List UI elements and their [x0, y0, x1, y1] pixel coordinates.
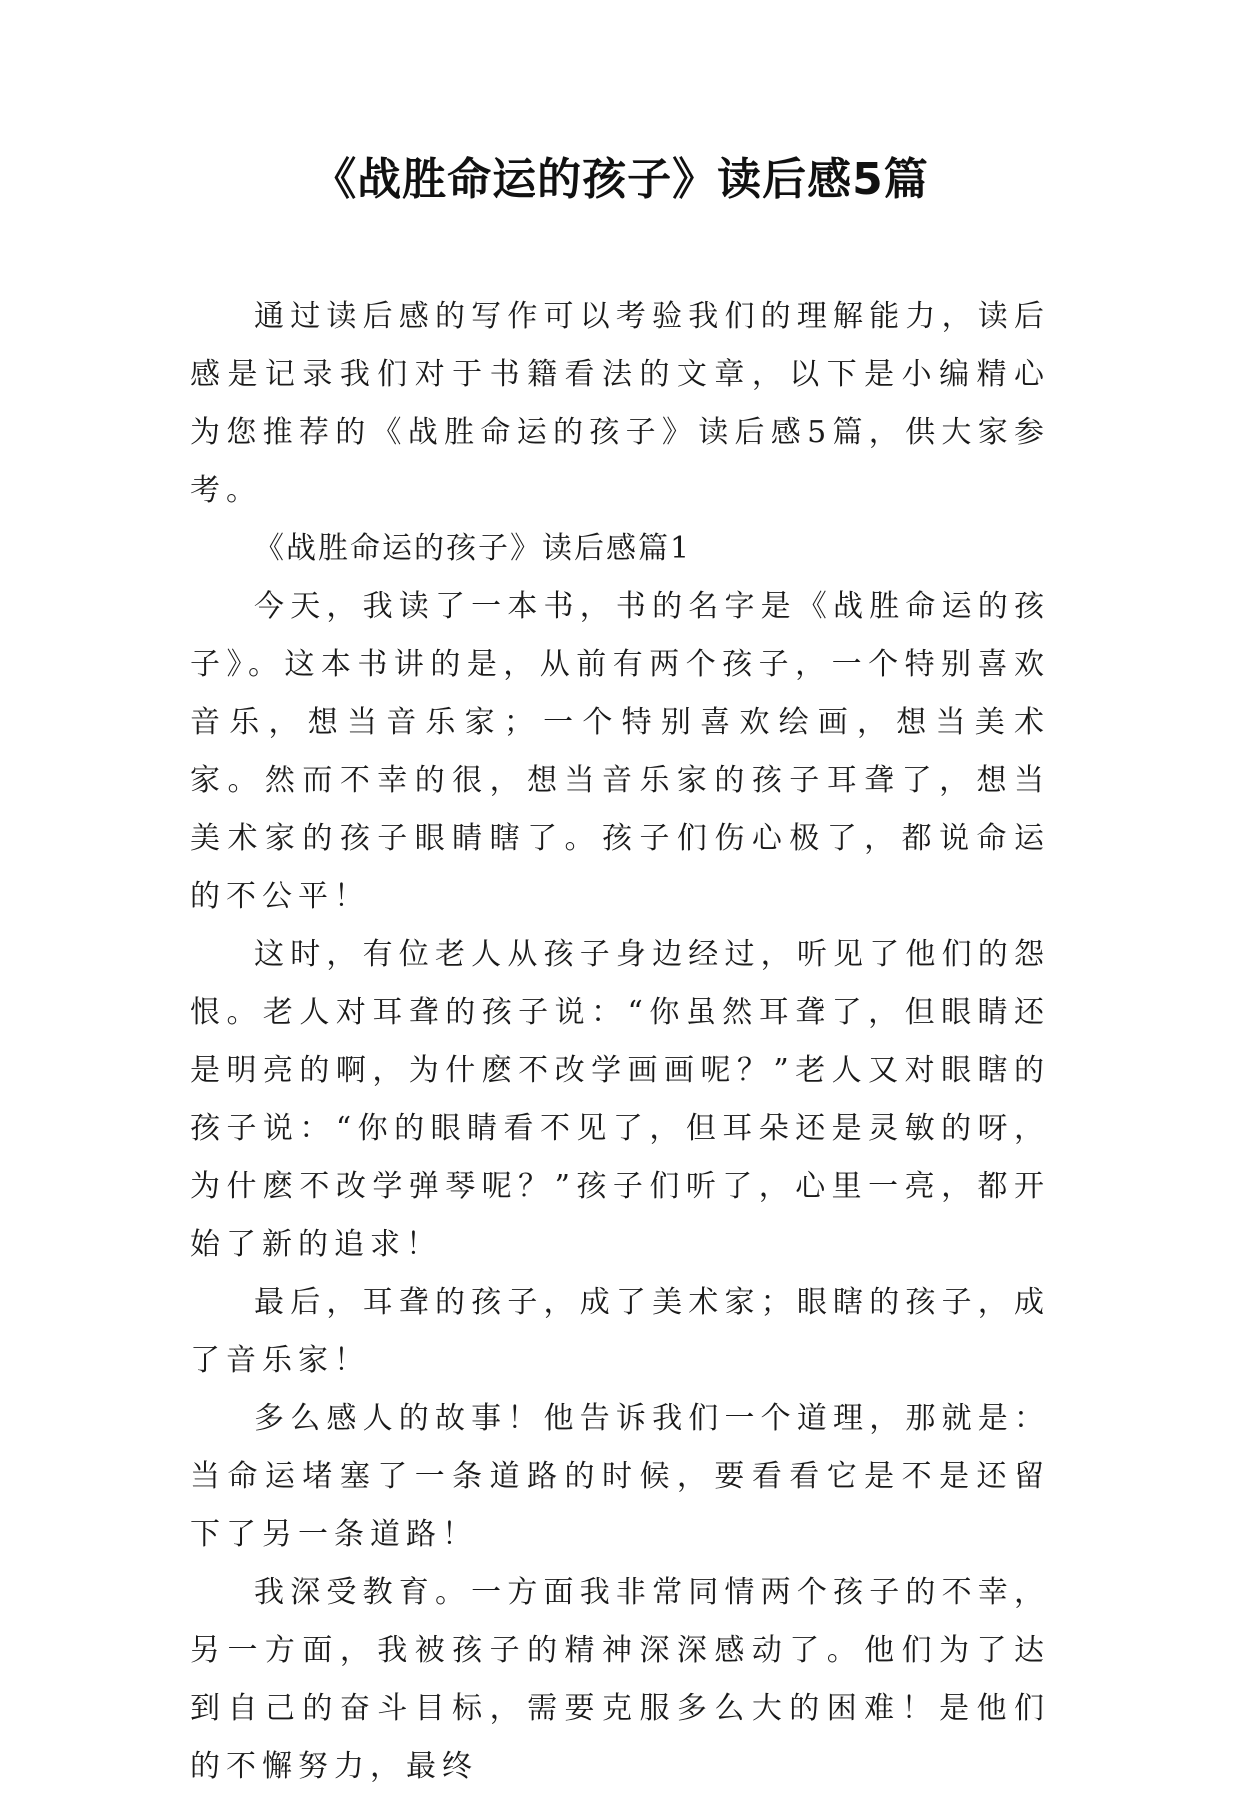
intro-paragraph: 通过读后感的写作可以考验我们的理解能力，读后感是记录我们对于书籍看法的文章，以下是小编精心为您推荐的《战胜命运的孩子》读后感5篇，供大家参考。 [190, 299, 1050, 508]
section-heading-1: 《战胜命运的孩子》读后感篇1 [254, 531, 692, 566]
body-paragraph: 我深受教育。一方面我非常同情两个孩子的不幸，另一方面，我被孩子的精神深深感动了。他们为了达到自己的奋斗目标，需要克服多么大的困难！是他们的不懈努力，最终 [190, 1575, 1050, 1784]
body-paragraph: 这时，有位老人从孩子身边经过，听见了他们的怨恨。老人对耳聋的孩子说：“你虽然耳聋了，但眼睛还是明亮的啊，为什麽不改学画画呢？”老人又对眼瞎的孩子说：“你的眼睛看不见了，但耳朵还是灵敏的呀，为什麽不改学弹琴呢？”孩子们听了，心里一亮，都开始了新的追求！ [190, 937, 1050, 1262]
body-paragraph: 今天，我读了一本书，书的名字是《战胜命运的孩子》。这本书讲的是，从前有两个孩子，一个特别喜欢音乐，想当音乐家；一个特别喜欢绘画，想当美术家。然而不幸的很，想当音乐家的孩子耳聋了，想当美术家的孩子眼睛瞎了。孩子们伤心极了，都说命运的不公平！ [190, 589, 1050, 914]
document-body [190, 288, 1050, 1796]
document-title: 《战胜命运的孩子》读后感5篇 [312, 154, 929, 205]
body-paragraph: 多么感人的故事！他告诉我们一个道理，那就是：当命运堵塞了一条道路的时候，要看看它是不是还留下了另一条道路！ [190, 1401, 1050, 1552]
body-paragraph: 最后，耳聋的孩子，成了美术家；眼瞎的孩子，成了音乐家！ [190, 1285, 1050, 1378]
